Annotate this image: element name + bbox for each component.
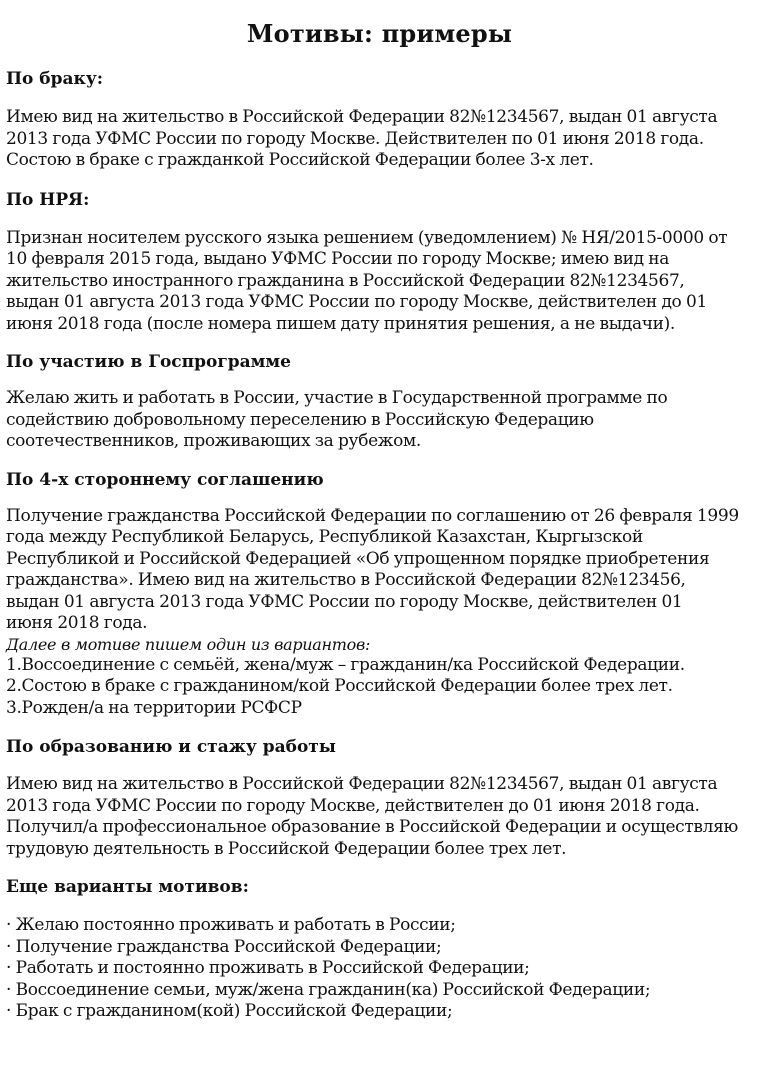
text-line: Республикой и Российской Федерацией «Об упрощенном порядке приобретения [6, 548, 710, 569]
option-item: 1.Воссоединение с семьёй, жена/муж – гражданин/ка Российской Федерации. [6, 654, 685, 675]
text-line: жительство иностранного гражданина в Российской Федерации 82№1234567, [6, 270, 685, 291]
section-text-marriage [6, 107, 753, 172]
text-line: Получение гражданства Российской Федерации по соглашению от 26 февраля 1999 [6, 505, 739, 526]
section-text-state-program [6, 388, 753, 453]
text-line: 2013 года УФМС России по городу Москве. Действителен по 01 июня 2018 года. [6, 128, 704, 149]
section-heading-quadrilateral-agreement: По 4-х стороннему соглашению [6, 469, 324, 490]
option-item: 3.Рожден/а на территории РСФСР [6, 697, 302, 718]
section-heading-marriage: По браку: [6, 69, 103, 89]
section-heading-more-variants: Еще варианты мотивов: [6, 877, 249, 897]
text-line: содействию добровольному переселению в Российскую Федерацию [6, 409, 594, 430]
option-item: 2.Состою в браке с гражданином/кой Российской Федерации более трех лет. [6, 676, 673, 696]
page-title: Мотивы: примеры [246, 19, 513, 48]
section-text-native-speaker [6, 228, 753, 336]
text-line: июня 2018 года (после номера пишем дату принятия решения, а не выдачи). [6, 313, 675, 334]
bullet-item: · Получение гражданства Российской Федерации; [6, 936, 442, 957]
section-heading-education-work: По образованию и стажу работы [6, 737, 336, 757]
options-list [6, 655, 753, 720]
section-text-education-work [6, 774, 753, 860]
text-line: гражданства». Имею вид на жительство в Российской Федерации 82№123456, [6, 570, 686, 590]
text-line: Признан носителем русского языка решением (уведомлением) № НЯ/2015-0000 от [6, 227, 728, 248]
bullet-item: · Работать и постоянно проживать в Российской Федерации; [6, 958, 530, 978]
text-line: Имею вид на жительство в Российской Федерации 82№1234567, выдан 01 августа [6, 774, 718, 794]
text-line: июня 2018 года. [6, 613, 148, 633]
section-heading-state-program: По участию в Госпрограмме [6, 352, 291, 372]
bullet-item: · Брак с гражданином(кой) Российской Федерации; [6, 1001, 453, 1021]
text-line: Состою в браке с гражданкой Российской Федерации более 3-х лет. [6, 150, 594, 170]
text-line: года между Республикой Беларусь, Республикой Казахстан, Кыргызской [6, 527, 643, 547]
bullet-list [6, 915, 753, 1023]
text-line: Получил/а профессиональное образование в Российской Федерации и осуществляю [6, 817, 738, 837]
text-line: Желаю жить и работать в России, участие в Государственной программе по [6, 388, 668, 408]
text-line: 10 февраля 2015 года, выдано УФМС России по городу Москве; имею вид на [6, 249, 670, 269]
text-line: выдан 01 августа 2013 года УФМС России по городу Москве, действителен 01 [6, 591, 683, 612]
section-text-quadrilateral-agreement [6, 506, 753, 635]
bullet-item: · Желаю постоянно проживать и работать в России; [6, 915, 456, 935]
bullet-item: · Воссоединение семьи, муж/жена гражданин(ка) Российской Федерации; [6, 979, 651, 1000]
text-line: трудовую деятельность в Российской Федерации более трех лет. [6, 838, 567, 859]
italic-note: Далее в мотиве пишем один из вариантов: [6, 634, 371, 654]
text-line: 2013 года УФМС России по городу Москве, действителен до 01 июня 2018 года. [6, 795, 700, 816]
text-line: выдан 01 августа 2013 года УФМС России по городу Москве, действителен до 01 [6, 292, 707, 312]
section-heading-native-speaker: По НРЯ: [6, 189, 90, 210]
text-line: соотечественников, проживающих за рубежом. [6, 431, 421, 451]
text-line: Имею вид на жительство в Российской Федерации 82№1234567, выдан 01 августа [6, 107, 718, 127]
